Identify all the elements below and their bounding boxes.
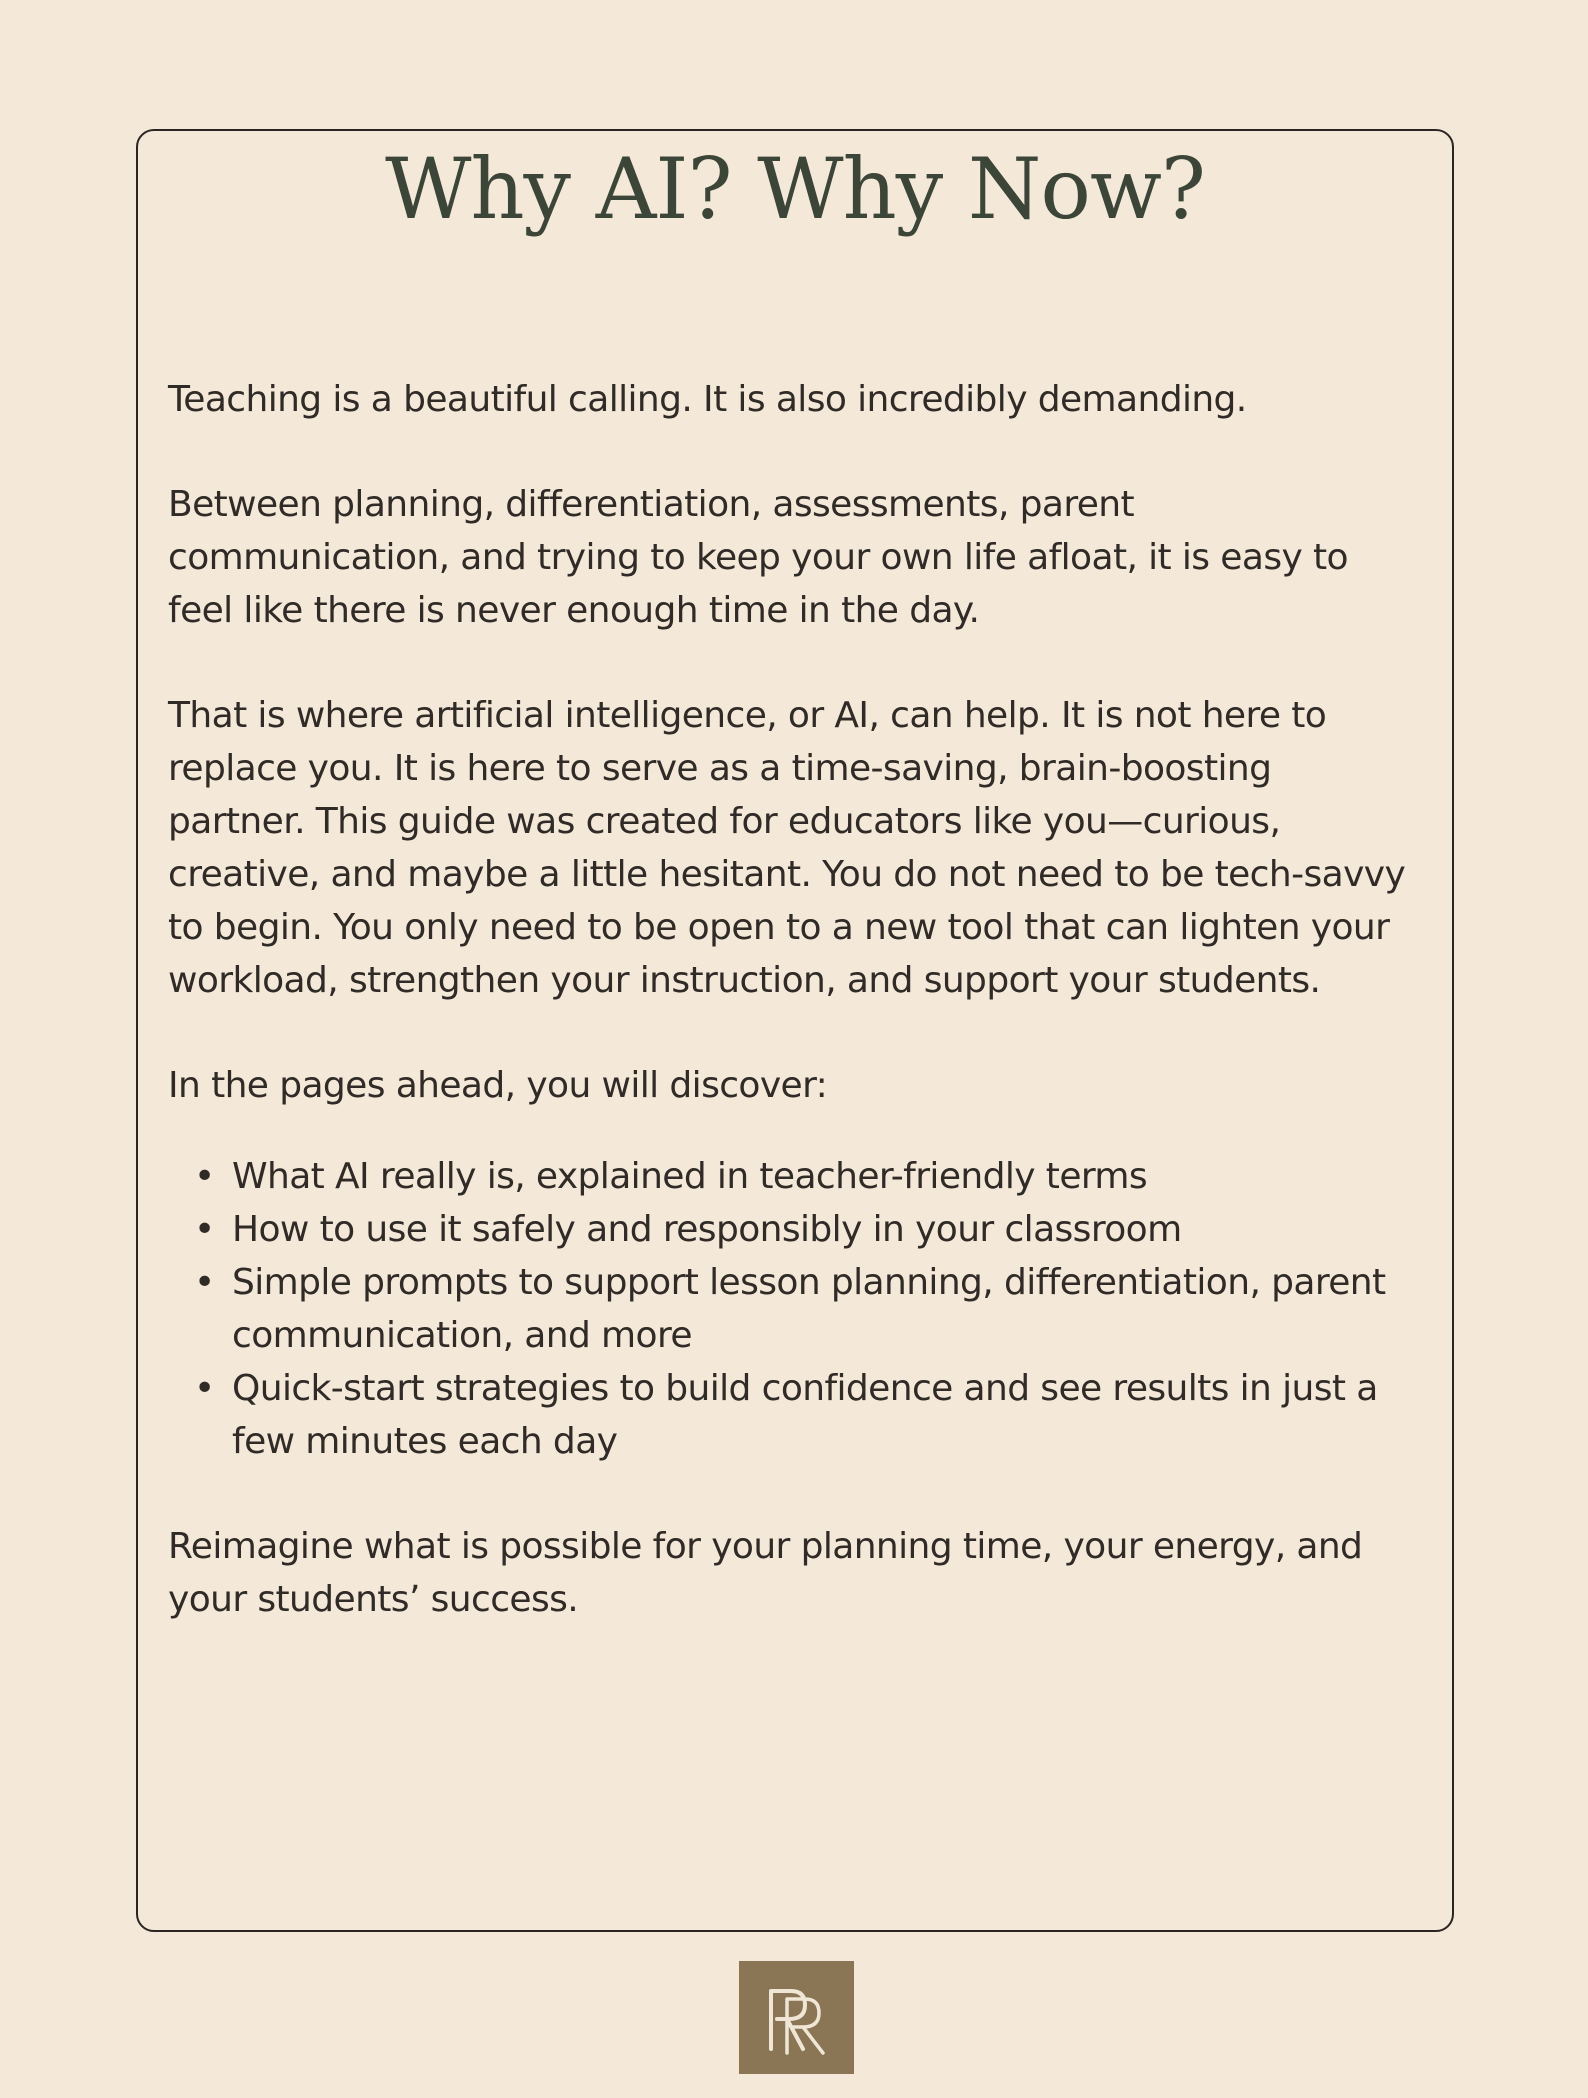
paragraph-ai-help: That is where artificial intelligence, or AI, can help. It is not here to replace you. It is here to serve as a time-saving, brain-boosting partner. This guide was created for educators like you—curious, creative, and maybe a little hesitant. You do not need to be tech-savvy to begin. You only need to be open to a new tool that can lighten your workload, strengthen your instruction, and support your students. — [168, 695, 1406, 1001]
list-item — [194, 1256, 1418, 1362]
list-item-text: How to use it safely and responsibly in your classroom — [232, 1209, 1182, 1250]
list-item-text: What AI really is, explained in teacher-friendly terms — [232, 1156, 1148, 1197]
body-text — [168, 373, 1418, 1678]
bullet-icon: • — [194, 1368, 215, 1409]
rr-monogram-logo — [739, 1961, 854, 2074]
bullet-icon: • — [194, 1262, 215, 1303]
monogram-icon — [757, 1977, 837, 2059]
paragraph-closing: Reimagine what is possible for your planning time, your energy, and your students’ success. — [168, 1526, 1363, 1620]
paragraph-discover: In the pages ahead, you will discover: — [168, 1065, 828, 1106]
content-card — [136, 129, 1454, 1932]
paragraph-demands: Between planning, differentiation, assessments, parent communication, and trying to keep your own life afloat, it is easy to feel like there is never enough time in the day. — [168, 484, 1348, 631]
paragraph-intro: Teaching is a beautiful calling. It is also incredibly demanding. — [168, 379, 1247, 420]
list-item — [194, 1362, 1418, 1468]
bullet-icon: • — [194, 1156, 215, 1197]
discover-list — [168, 1150, 1418, 1468]
list-item-text: Simple prompts to support lesson planning, differentiation, parent communication, and more — [232, 1262, 1386, 1356]
bullet-icon: • — [194, 1209, 215, 1250]
list-item — [194, 1203, 1418, 1256]
page-title: Why AI? Why Now? — [385, 140, 1205, 238]
list-item-text: Quick-start strategies to build confidence and see results in just a few minutes each day — [232, 1368, 1378, 1462]
list-item — [194, 1150, 1418, 1203]
